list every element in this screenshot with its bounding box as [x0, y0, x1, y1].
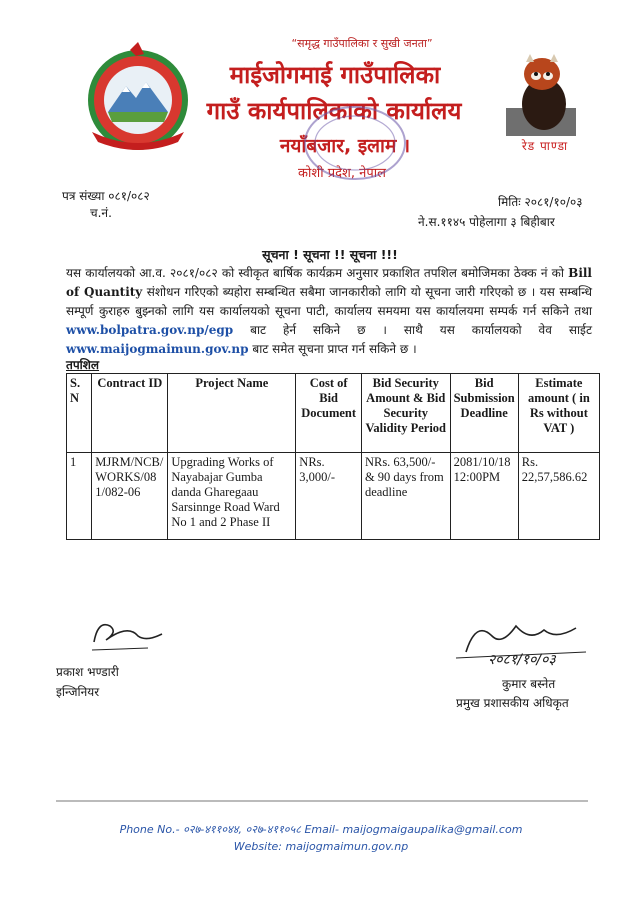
notice-text-1: यस कार्यालयको आ.व. २०८१/०८२ को स्वीकृत बार्षिक कार्यक्रम अनुसार प्रकाशित तपशिल बमोजिमका ठेक्क नं को: [66, 266, 569, 280]
col-sn: S. N: [67, 374, 92, 453]
footer-website: Website: maijogmaimun.gov.np: [233, 840, 409, 853]
cell-estimate: Rs. 22,57,586.62: [518, 453, 599, 540]
table-header-row: [67, 374, 600, 453]
engineer-name: प्रकाश भण्डारी: [56, 665, 119, 679]
dispatch-number: च.नं.: [90, 206, 112, 220]
cell-project-name: Upgrading Works of Nayabajar Gumba danda Gharegaau Sarsinnge Road Ward No 1 and 2 Phase II: [168, 453, 296, 540]
col-bid-security: Bid Security Amount & Bid Security Validity Period: [361, 374, 450, 453]
municipality-name: माईजोगमाई गाउँपालिका: [229, 61, 441, 89]
office-name: गाउँ कार्यपालिकाको कार्यालय: [206, 97, 462, 125]
municipality-emblem-icon: [82, 42, 194, 154]
cao-sign-date: २०८१/१०/०३: [488, 652, 556, 668]
cell-sn: 1: [67, 453, 92, 540]
engineer-title: इन्जिनियर: [56, 685, 100, 699]
col-project-name: Project Name: [168, 374, 296, 453]
notice-text-2: संशोधन गरिएको ब्यहोरा सम्बन्धित सबैमा जानकारीको लागि यो सूचना जारी गरिएको छ । यस सम्बन्धि सम्पूर्ण कुराहरु बुझ्नको लागि यस कार्यालयको सूचना पाटी, कार्यालय समयमा यस कार्यालयमा सम्पर्क गर्न सकिने तथा: [66, 285, 592, 318]
details-heading: तपशिल: [66, 358, 100, 372]
date: मितिः २०८१/१०/०३: [498, 195, 583, 209]
table-row: [67, 453, 600, 540]
red-panda-icon: [506, 52, 576, 136]
col-contract-id: Contract ID: [92, 374, 168, 453]
col-deadline: Bid Submission Deadline: [450, 374, 518, 453]
col-cost-bid-document: Cost of Bid Document: [296, 374, 362, 453]
notice-text-4: बाट समेत सूचना प्राप्त गर्न सकिने छ ।: [248, 342, 417, 356]
cao-name: कुमार बस्नेत: [502, 677, 556, 691]
letter-number: पत्र संख्या ०८१/०८२: [62, 189, 150, 203]
footer-divider: [56, 800, 588, 802]
col-estimate: Estimate amount ( in Rs without VAT ): [518, 374, 599, 453]
cell-bid-security: NRs. 63,500/- & 90 days from deadline: [361, 453, 450, 540]
website-link[interactable]: www.maijogmaimun.gov.np: [66, 342, 249, 356]
notice-title: सूचना ! सूचना !! सूचना !!!: [262, 247, 398, 262]
engineer-signature-icon: [88, 612, 168, 656]
province: कोशी प्रदेश, नेपाल: [298, 166, 386, 181]
bolpatra-link[interactable]: www.bolpatra.gov.np/egp: [66, 323, 234, 337]
cell-deadline: 2081/10/18 12:00PM: [450, 453, 518, 540]
office-location: नयाँबजार, इलाम ।: [279, 135, 411, 157]
red-panda-label: रेड पाण्डा: [521, 139, 569, 153]
notice-boq: Bill of Quantity: [66, 266, 592, 299]
cell-contract-id: MJRM/NCB/WORKS/081/082-06: [92, 453, 168, 540]
notice-text-3: बाट हेर्न सकिने छ । साथै यस कार्यालयको वेव साईट: [233, 323, 592, 337]
tender-table: [66, 373, 600, 540]
cell-cost: NRs. 3,000/-: [296, 453, 362, 540]
motto: “समृद्ध गाउँपालिका र सुखी जनता”: [291, 37, 433, 50]
notice-body: [66, 264, 592, 359]
office-stamp-icon: [300, 103, 410, 183]
cao-title: प्रमुख प्रशासकीय अधिकृत: [456, 696, 569, 710]
nepal-sambat-date: ने.स.११४५ पोहेलागा ३ बिहीबार: [418, 215, 555, 229]
footer-contact: Phone No.- ०२७-४११०४४, ०२७-४११०५८ Email- maijogmaigaupalika@gmail.com: [119, 823, 523, 836]
